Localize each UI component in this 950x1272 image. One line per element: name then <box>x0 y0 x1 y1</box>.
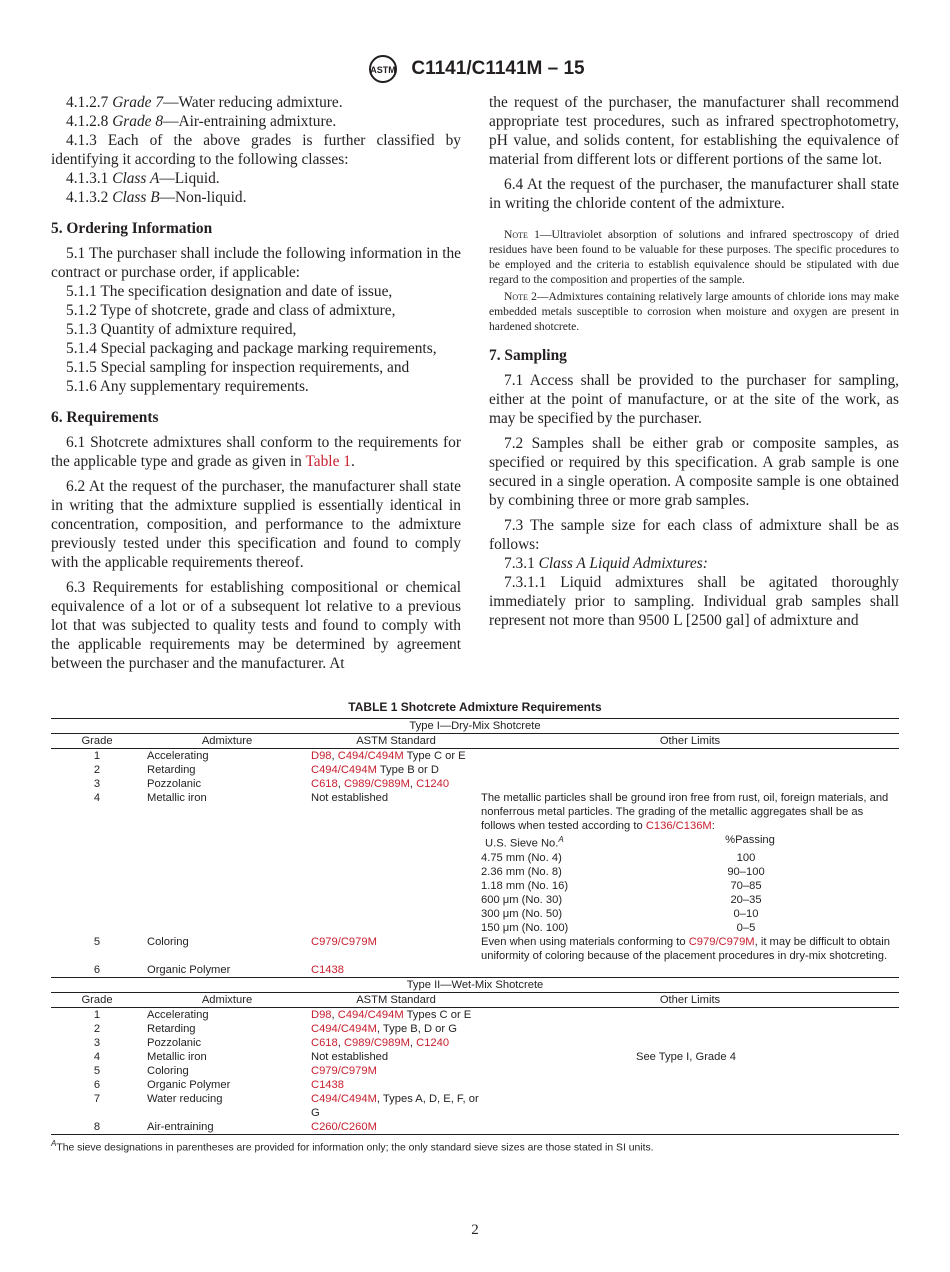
paragraph-text: Special sampling for inspection requirements, and <box>100 359 410 376</box>
standard-link[interactable]: C494/C494M <box>337 750 404 762</box>
paragraph-number: 6.2 <box>66 478 86 495</box>
standard-link[interactable]: C989/C989M <box>343 1036 410 1049</box>
table-row <box>51 1092 899 1120</box>
astm-standard-cell <box>311 1036 481 1050</box>
astm-standard-cell <box>311 935 481 963</box>
astm-standard-cell <box>311 1064 481 1078</box>
other-limits-cell <box>481 1008 899 1022</box>
document-designation: C1141/C1141M – 15 <box>411 58 585 79</box>
standard-link[interactable]: C618 <box>311 778 338 790</box>
paragraph-text: Liquid admixtures shall be agitated thoroughly immediately prior to sampling. Individual grab samples shall represent not more than 9500 L [2500 gal] of admixture and <box>489 574 899 629</box>
grade-cell: 4 <box>93 792 101 804</box>
sieve-size-header <box>481 833 685 851</box>
note-label: Note 2 <box>504 290 537 303</box>
standard-text: , <box>331 1008 338 1021</box>
paragraph-number: 4.1.2.8 <box>66 113 109 130</box>
paragraph-number: 5.1.2 <box>66 302 97 319</box>
sieve-size: 300 μm (No. 50) <box>481 907 563 920</box>
astm-logo-text: ASTM <box>370 65 397 75</box>
table-footnote <box>51 1137 899 1155</box>
paragraph-number: 6.1 <box>66 434 86 451</box>
table-row <box>51 1064 899 1078</box>
grade-cell: 7 <box>93 1092 101 1105</box>
paragraph <box>51 244 461 282</box>
paragraph-text: Each of the above grades is further classified by identifying it according to the following classes: <box>51 132 461 168</box>
other-limits-cell <box>481 1022 899 1036</box>
grade-cell: 8 <box>93 1120 101 1133</box>
paragraph-text: Samples shall be either grab or composite samples, as specified or required by this specification. A grab sample is one secured in a single operation. A composite sample is one obtained by combining three or more grab samples. <box>489 435 899 509</box>
other-limits-cell <box>481 963 899 977</box>
percent-passing: 20–35 <box>730 893 762 906</box>
paragraph-text: Access shall be provided to the purchaser for sampling, either at the point of manufacture, or at the site of the work, as may be specified by the purchaser. <box>489 372 899 427</box>
paragraph-number: 7.3.1.1 <box>504 574 547 591</box>
section-heading: 5. Ordering Information <box>51 220 213 237</box>
note-text: —Admixtures containing relatively large amounts of chloride ions may make embedded metals susceptible to corrosion when moisture and oxygen are present in hardened shotcrete. <box>489 290 899 333</box>
other-limits-text: See Type I, Grade 4 <box>636 1050 736 1063</box>
sieve-row <box>481 851 899 865</box>
standard-text: , it may be difficult to obtain uniformity of coloring because of the placement procedures in dry-mix shotcreting. <box>481 935 890 962</box>
astm-standard-cell <box>311 963 481 977</box>
paragraph <box>51 433 461 471</box>
paragraph-number: 7.3.1 <box>504 555 535 572</box>
paragraph-number: 5.1.1 <box>66 283 97 300</box>
admixture-cell: Water reducing <box>147 1092 223 1105</box>
astm-standard-cell <box>311 763 481 777</box>
astm-standard-cell <box>311 1078 481 1092</box>
paragraph <box>489 175 899 213</box>
standard-link[interactable]: C1240 <box>416 1036 450 1049</box>
column-header: ASTM Standard <box>356 993 436 1006</box>
table-row <box>51 1050 899 1064</box>
page-header <box>0 54 950 84</box>
standard-text: , <box>409 1036 417 1049</box>
paragraph-label: Class B <box>112 189 160 206</box>
paragraph-text-end: . <box>350 453 355 470</box>
paragraph-number: 4.1.2.7 <box>66 94 109 111</box>
grade-cell: 6 <box>93 1078 101 1091</box>
table-rule <box>51 1134 899 1135</box>
paragraph-number: 5.1.4 <box>66 340 97 357</box>
table-header-row <box>51 734 899 748</box>
paragraph-text: At the request of the purchaser, the manufacturer shall state in writing the chloride content of the admixture. <box>489 176 900 212</box>
grade-cell: 1 <box>93 750 101 762</box>
paragraph <box>51 377 461 396</box>
table-row <box>51 935 899 963</box>
note-text: —Ultraviolet absorption of solutions and infrared spectroscopy of dried residues have been found to be valuable for these purposes. The specific procedures to be employed and the criteria to establish equivalence should be stipulated with due regard to the composition and properties of the sample. <box>489 228 900 286</box>
standard-text: Types C or E <box>403 1008 472 1021</box>
other-limits-cell <box>481 935 899 963</box>
standard-text: , <box>337 778 344 790</box>
paragraph-text: The specification designation and date of issue, <box>100 283 393 300</box>
admixture-cell: Coloring <box>147 935 189 948</box>
grade-cell: 5 <box>93 1064 101 1077</box>
admixture-cell: Accelerating <box>147 750 209 762</box>
paragraph-number: 6.3 <box>66 579 86 596</box>
standard-link[interactable]: C136/C136M <box>645 820 712 832</box>
sieve-row <box>481 865 899 879</box>
table-row <box>51 1022 899 1036</box>
paragraph-text: —Water reducing admixture. <box>163 94 343 111</box>
standard-link[interactable]: C989/C989M <box>343 778 410 790</box>
paragraph-text: Any supplementary requirements. <box>99 378 309 395</box>
standard-link[interactable]: C979/C979M <box>311 1064 377 1077</box>
paragraph <box>51 131 461 169</box>
table-section-title: Type II—Wet-Mix Shotcrete <box>406 978 544 991</box>
percent-passing: 70–85 <box>730 879 762 892</box>
paragraph-label: Grade 7 <box>112 94 164 111</box>
footnote-text: The sieve designations in parentheses are provided for information only; the only standard sieve sizes are those stated in SI units. <box>56 1142 654 1154</box>
paragraph <box>51 112 461 131</box>
paragraph-text: Quantity of admixture required, <box>100 321 297 338</box>
other-limits-cell <box>481 1092 899 1120</box>
standard-text: : <box>711 820 715 832</box>
standard-text: , <box>331 750 338 762</box>
paragraph <box>51 93 461 112</box>
standard-link[interactable]: C1438 <box>311 1078 344 1091</box>
astm-standard-cell <box>311 1022 481 1036</box>
paragraph <box>51 358 461 377</box>
paragraph-text: The purchaser shall include the following information in the contract or purchase order, if applicable: <box>51 245 461 281</box>
standard-link[interactable]: C494/C494M <box>311 1022 377 1035</box>
paragraph-text: At the request of the purchaser, the manufacturer shall state in writing that the admixture supplied is essentially identical in concentration, composition, and performance to the admixture previously tested under this specification and found to comply with the applicable requirements thereof. <box>51 478 462 571</box>
note-paragraph <box>489 227 899 287</box>
grade-cell: 4 <box>93 1050 101 1063</box>
other-limits-cell <box>481 1064 899 1078</box>
standard-link[interactable]: C494/C494M <box>337 1008 404 1021</box>
sieve-size-label: U.S. Sieve No. <box>485 837 559 850</box>
footnote-marker: A <box>558 835 564 844</box>
paragraph <box>489 573 899 630</box>
table-1-link[interactable]: Table 1 <box>305 453 351 470</box>
grade-cell: 3 <box>93 778 101 790</box>
column-header: Admixture <box>201 993 253 1006</box>
paragraph-text: Shotcrete admixtures shall conform to the requirements for the applicable type and grade as given in <box>51 434 461 470</box>
percent-passing: 0–5 <box>736 921 756 934</box>
paragraph-number: 6.4 <box>504 176 524 193</box>
other-limits-cell <box>481 1120 899 1134</box>
sieve-row <box>481 921 899 935</box>
table-row <box>51 791 899 935</box>
table-caption: TABLE 1 Shotcrete Admixture Requirements <box>348 700 602 714</box>
astm-logo-icon <box>365 54 401 84</box>
admixture-cell: Retarding <box>147 1022 196 1035</box>
standard-link[interactable]: C979/C979M <box>311 935 377 948</box>
paragraph-text: Special packaging and package marking requirements, <box>100 340 437 357</box>
paragraph-number: 5.1.6 <box>66 378 97 395</box>
sieve-size: 600 μm (No. 30) <box>481 893 563 906</box>
standard-text: Not established <box>311 1050 389 1063</box>
paragraph-label: Class A Liquid Admixtures: <box>538 555 708 572</box>
sieve-row <box>481 879 899 893</box>
paragraph-number: 4.1.3.1 <box>66 170 109 187</box>
percent-passing: 90–100 <box>727 865 765 878</box>
column-header: Other Limits <box>659 735 721 747</box>
other-limits-cell <box>481 1036 899 1050</box>
standard-text: The metallic particles shall be ground iron free from rust, oil, foreign materials, and nonferrous metal particles. The grading of the metallic aggregates shall be as follows when tested according to <box>481 792 889 832</box>
footnote-marker: A <box>51 1138 57 1148</box>
standard-link[interactable]: C494/C494M <box>311 1092 377 1105</box>
astm-standard-cell <box>311 1008 481 1022</box>
paragraph <box>51 320 461 339</box>
astm-standard-cell <box>311 1120 481 1134</box>
paragraph-text: the request of the purchaser, the manufacturer shall recommend appropriate test procedures, such as infrared spectrophotometry, pH value, and solids content, for establishing the equivalence of material from different lots or different portions of the same lot. <box>489 94 899 168</box>
admixture-cell: Air-entraining <box>147 1120 214 1133</box>
percent-passing: 0–10 <box>733 907 759 920</box>
paragraph-number: 7.1 <box>504 372 524 389</box>
note-paragraph <box>489 289 899 334</box>
grade-cell: 2 <box>93 764 101 776</box>
admixture-cell: Accelerating <box>147 1008 209 1021</box>
paragraph-text: Requirements for establishing compositional or chemical equivalence of a lot or of a subsequent lot relative to a previous lot that was subjected to quality tests and found to comply with the applicable requirements may be determined by agreement between the purchaser and the manufacturer. At <box>51 579 461 672</box>
admixture-cell: Retarding <box>147 764 196 776</box>
column-header: Admixture <box>201 735 253 747</box>
paragraph-number: 5.1.3 <box>66 321 97 338</box>
standard-text: , <box>409 778 417 790</box>
grade-cell: 1 <box>93 1008 101 1021</box>
paragraph <box>51 339 461 358</box>
table-header-row <box>51 993 899 1007</box>
standard-text: Not established <box>311 792 389 804</box>
paragraph-text: —Non-liquid. <box>159 189 247 206</box>
paragraph-number: 5.1 <box>66 245 86 262</box>
paragraph-number: 7.3 <box>504 517 524 534</box>
paragraph-label: Class A <box>112 170 160 187</box>
astm-standard-cell <box>311 777 481 791</box>
table-row <box>51 1008 899 1022</box>
paragraph <box>489 554 899 573</box>
admixture-cell: Pozzolanic <box>147 1036 202 1049</box>
table-row <box>51 1036 899 1050</box>
admixture-cell: Organic Polymer <box>147 1078 231 1091</box>
paragraph <box>51 578 461 673</box>
sieve-size: 150 μm (No. 100) <box>481 921 569 934</box>
paragraph <box>489 434 899 510</box>
paragraph-number: 4.1.3 <box>66 132 97 149</box>
section-heading: 7. Sampling <box>489 347 567 364</box>
paragraph <box>51 477 461 572</box>
table-row <box>51 777 899 791</box>
standard-text: , <box>337 1036 344 1049</box>
paragraph-text: The sample size for each class of admixture shall be as follows: <box>489 517 899 553</box>
column-header: Other Limits <box>659 993 721 1006</box>
left-column <box>51 93 461 673</box>
sieve-header <box>481 833 899 851</box>
table-row <box>51 963 899 977</box>
paragraph <box>489 371 899 428</box>
sieve-size: 1.18 mm (No. 16) <box>481 879 569 892</box>
other-limits-cell <box>481 749 899 763</box>
sieve-row <box>481 907 899 921</box>
standard-link[interactable]: D98 <box>311 1008 332 1021</box>
astm-standard-cell <box>311 1092 481 1120</box>
percent-passing-header: %Passing <box>725 834 775 846</box>
paragraph <box>51 169 461 188</box>
standard-link[interactable]: D98 <box>311 750 332 762</box>
grade-cell: 3 <box>93 1036 101 1049</box>
grade-cell: 5 <box>93 935 101 948</box>
standard-text: , Types A, D, E, F, or G <box>311 1092 479 1119</box>
admixture-requirements-table <box>51 718 899 1155</box>
paragraph-label: Grade 8 <box>112 113 164 130</box>
paragraph-number: 7.2 <box>504 435 524 452</box>
standard-text: , Type B, D or G <box>376 1022 457 1035</box>
standard-text: Type B or D <box>376 764 439 776</box>
astm-standard-cell <box>311 791 481 935</box>
standard-link[interactable]: C260/C260M <box>311 1120 377 1133</box>
paragraph-text: —Liquid. <box>159 170 220 187</box>
astm-standard-cell <box>311 1050 481 1064</box>
table-row <box>51 1120 899 1134</box>
standard-link[interactable]: C979/C979M <box>688 935 755 948</box>
admixture-cell: Metallic iron <box>147 1050 207 1063</box>
standard-link[interactable]: C618 <box>311 1036 338 1049</box>
other-limits-cell <box>481 777 899 791</box>
admixture-cell: Coloring <box>147 1064 189 1077</box>
paragraph <box>489 93 899 169</box>
paragraph-number: 5.1.5 <box>66 359 97 376</box>
paragraph-text: —Air-entraining admixture. <box>163 113 337 130</box>
table-row <box>51 1078 899 1092</box>
other-limits-cell <box>481 791 899 935</box>
standard-link[interactable]: C1240 <box>416 778 450 790</box>
table-row <box>51 749 899 763</box>
percent-passing: 100 <box>736 851 756 864</box>
other-limits-cell <box>481 1078 899 1092</box>
table-row <box>51 763 899 777</box>
astm-standard-cell <box>311 749 481 763</box>
page-number: 2 <box>471 1222 479 1238</box>
admixture-cell: Pozzolanic <box>147 778 202 790</box>
paragraph-number: 4.1.3.2 <box>66 189 109 206</box>
other-limits-cell <box>481 763 899 777</box>
grade-cell: 6 <box>93 963 101 976</box>
note-label: Note 1 <box>504 228 540 241</box>
table-section-title: Type I—Dry-Mix Shotcrete <box>409 720 541 732</box>
paragraph <box>51 301 461 320</box>
other-limits-cell <box>481 1050 899 1064</box>
paragraph <box>51 282 461 301</box>
admixture-cell: Metallic iron <box>147 792 207 804</box>
standard-link[interactable]: C494/C494M <box>311 764 377 776</box>
grade-cell: 2 <box>93 1022 101 1035</box>
paragraph-text: Type of shotcrete, grade and class of admixture, <box>100 302 396 319</box>
column-header: Grade <box>81 735 113 747</box>
sieve-size: 4.75 mm (No. 4) <box>481 851 562 864</box>
column-header: Grade <box>81 993 113 1006</box>
paragraph <box>489 516 899 554</box>
sieve-size: 2.36 mm (No. 8) <box>481 865 562 878</box>
standard-text: Even when using materials conforming to <box>481 935 689 948</box>
admixture-cell: Organic Polymer <box>147 963 231 976</box>
section-heading: 6. Requirements <box>51 409 159 426</box>
right-column <box>489 93 899 630</box>
column-header: ASTM Standard <box>356 735 436 747</box>
standard-link[interactable]: C1438 <box>311 963 344 976</box>
standard-text: Type C or E <box>403 750 466 762</box>
paragraph <box>51 188 461 207</box>
sieve-row <box>481 893 899 907</box>
